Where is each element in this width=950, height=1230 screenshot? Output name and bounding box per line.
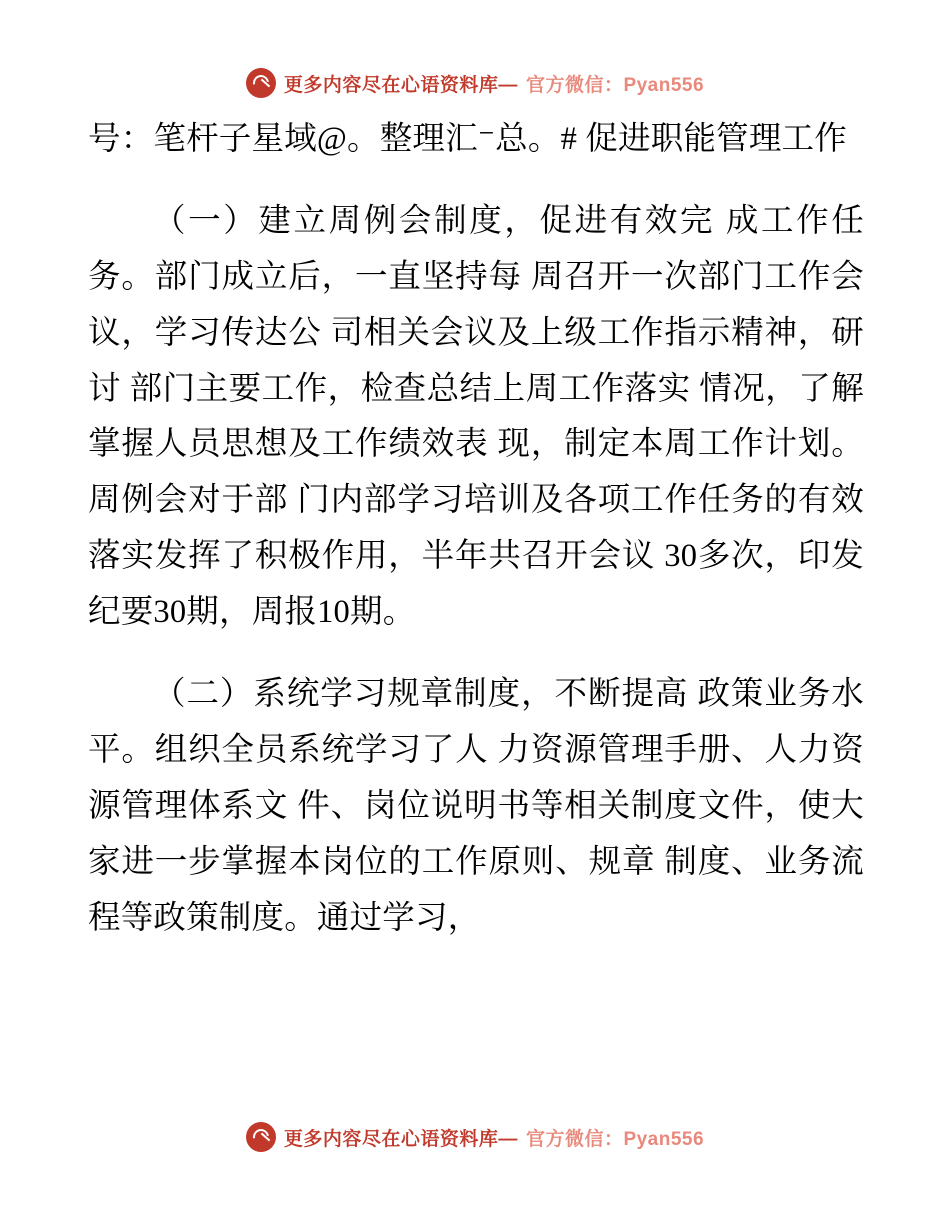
paragraph-section-one: （一）建立周例会制度，促进有效完 成工作任务。部门成立后，一直坚持每 周召开一次部门工作会议，学习传达公 司相关会议及上级工作指示精神，研讨 部门主要工作，检查总结上周工作落实 情况，了解掌握人员思想及工作绩效表 现，制定本周工作计划。周例会对于部 门内部学习培训及各项工作任务的有效 落实发挥了积极作用，半年共召开会议 30多次，印发纪要30期，周报10期。: [88, 202, 864, 631]
document-text-body: [88, 112, 864, 946]
watermark-text-secondary: 官方微信：Pyan556: [525, 74, 705, 96]
watermark-text-main: 更多内容尽在心语资料库—: [283, 1128, 518, 1150]
paragraph-section-two: （二）系统学习规章制度，不断提高 政策业务水平。组织全员系统学习了人 力资源管理手册、人力资源管理体系文 件、岗位说明书等相关制度文件，使大 家进一步掌握本岗位的工作原则、规章 制度、业务流程等政策制度。通过学习，: [88, 676, 864, 936]
watermark-text-main: 更多内容尽在心语资料库—: [283, 74, 518, 96]
paragraph-heading-continuation: 号：笔杆子星域@。整理汇⁻总。# 促进职能管理工作: [88, 121, 847, 157]
watermark-banner-top: [0, 68, 950, 98]
watermark-text-secondary: 官方微信：Pyan556: [525, 1128, 705, 1150]
magnifier-logo-icon: [246, 68, 276, 98]
magnifier-logo-icon: [246, 1122, 276, 1152]
watermark-banner-bottom: [0, 1122, 950, 1152]
